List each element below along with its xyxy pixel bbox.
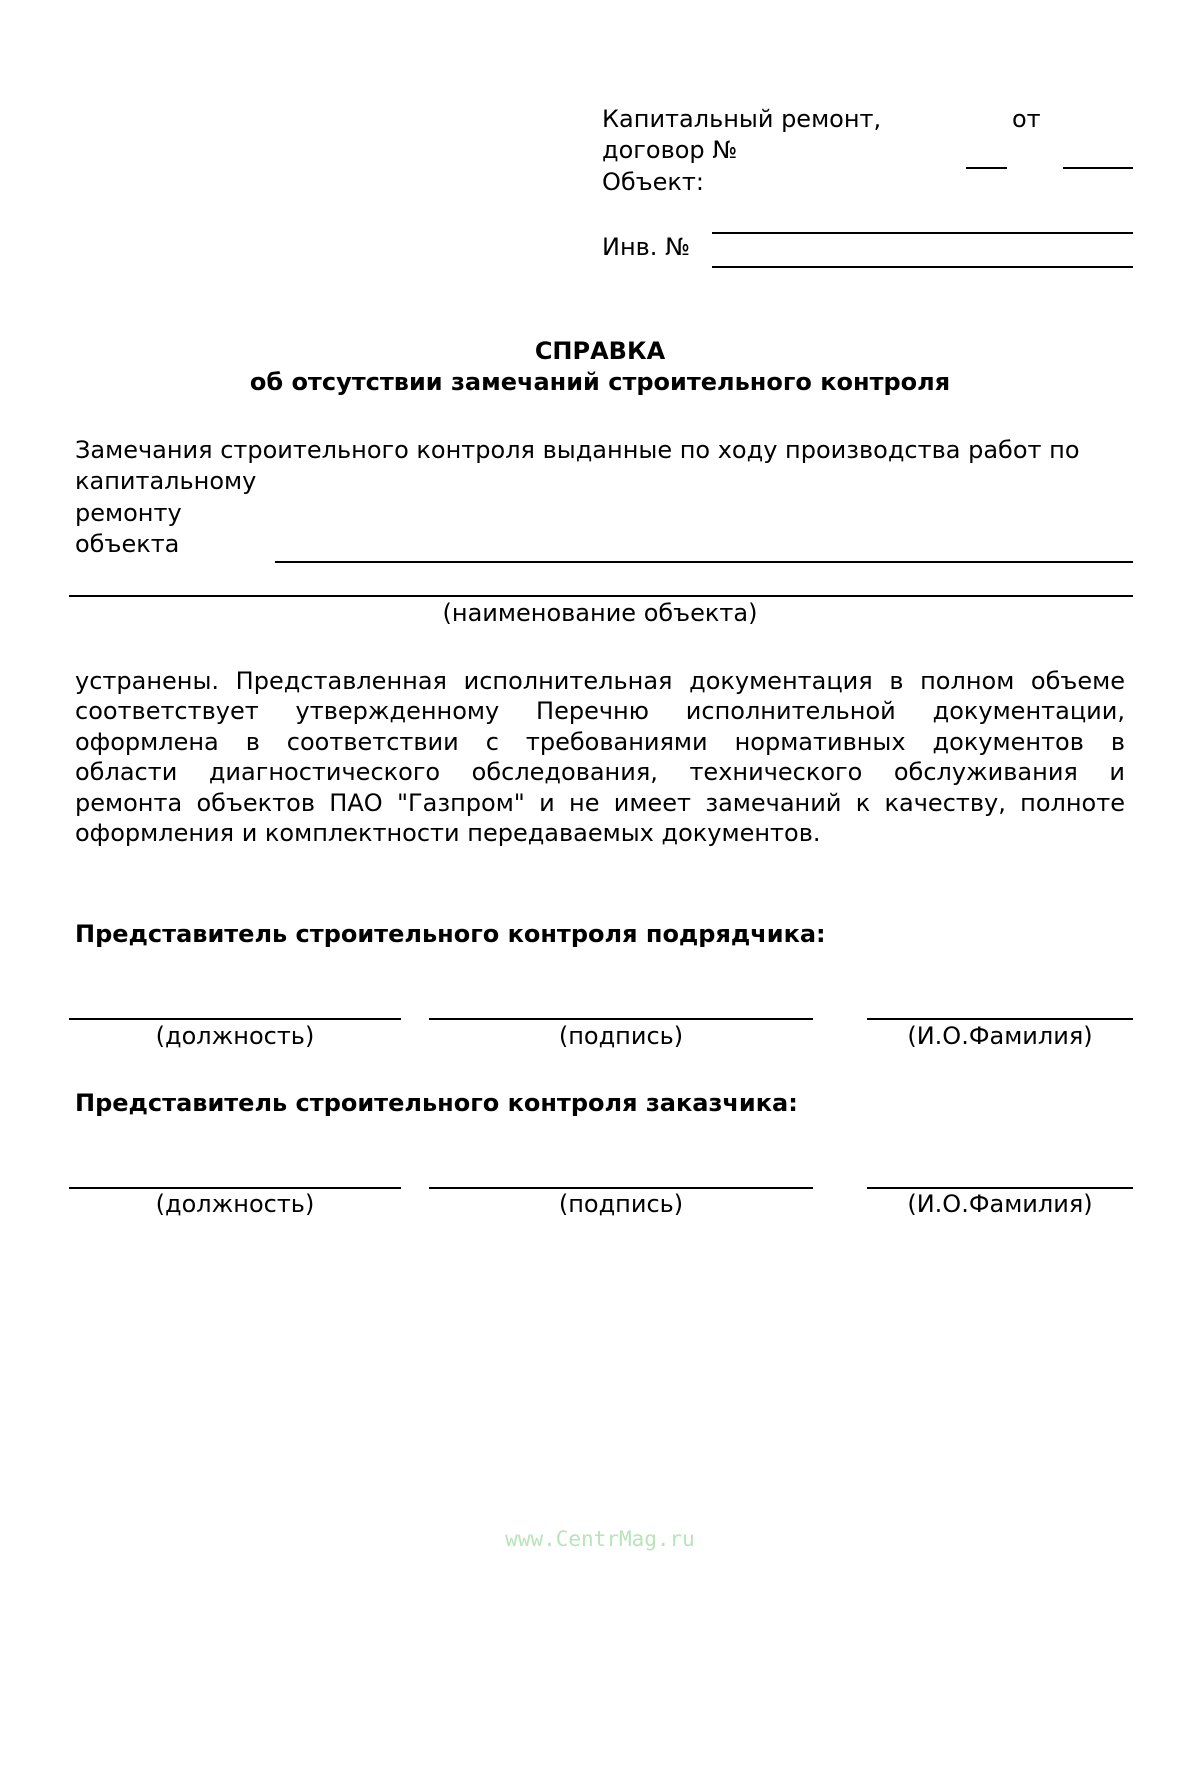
customer-signature-field[interactable] <box>429 1187 813 1189</box>
customer-name-caption: (И.О.Фамилия) <box>907 1190 1093 1218</box>
body-line: оформления и комплектности передаваемых документов. <box>75 819 821 848</box>
customer-name-field[interactable] <box>867 1187 1133 1189</box>
intro-line-1: Замечания строительного контроля выданные по ходу производства работ по <box>75 436 1080 464</box>
contractor-position-field[interactable] <box>69 1018 401 1020</box>
body-line: соответствует утвержденному Перечню исполнительной документации, <box>75 697 1125 726</box>
from-label: от <box>1012 105 1041 133</box>
document-title: СПРАВКА <box>534 337 666 365</box>
customer-heading: Представитель строительного контроля заказчика: <box>75 1089 798 1117</box>
inv-number-field[interactable] <box>712 266 1133 268</box>
contractor-heading: Представитель строительного контроля подрядчика: <box>75 920 826 948</box>
body-paragraph <box>75 666 1125 848</box>
body-line: оформлена в соответствии с требованиями нормативных документов в <box>75 727 1125 756</box>
object-name-caption: (наименование объекта) <box>442 599 758 627</box>
intro-line-3: ремонту <box>75 499 182 527</box>
contractor-position-caption: (должность) <box>155 1022 315 1050</box>
contract-date-field[interactable] <box>1063 167 1133 169</box>
object-name-line-1[interactable] <box>275 561 1133 563</box>
object-name-field[interactable] <box>712 232 1133 234</box>
document-subtitle: об отсутствии замечаний строительного контроля <box>249 368 951 396</box>
intro-line-4: объекта <box>75 530 180 558</box>
customer-signature-caption: (подпись) <box>558 1190 684 1218</box>
contractor-name-caption: (И.О.Фамилия) <box>907 1022 1093 1050</box>
object-name-line-2[interactable] <box>69 595 1133 597</box>
contract-number-field[interactable] <box>966 167 1007 169</box>
watermark: www.CentrMag.ru <box>505 1527 695 1551</box>
intro-line-2: капитальному <box>75 467 257 495</box>
contractor-signature-caption: (подпись) <box>558 1022 684 1050</box>
contract-label: договор № <box>602 136 738 164</box>
customer-position-caption: (должность) <box>155 1190 315 1218</box>
customer-position-field[interactable] <box>69 1187 401 1189</box>
body-line: области диагностического обследования, технического обслуживания и <box>75 758 1125 787</box>
body-line: ремонта объектов ПАО "Газпром" и не имеет замечаний к качеству, полноте <box>75 788 1125 817</box>
contractor-name-field[interactable] <box>867 1018 1133 1020</box>
capital-repair-label: Капитальный ремонт, <box>602 105 882 133</box>
inv-label: Инв. № <box>602 233 691 261</box>
contractor-signature-field[interactable] <box>429 1018 813 1020</box>
object-label: Объект: <box>602 168 704 196</box>
body-line: устранены. Представленная исполнительная документация в полном объеме <box>75 667 1125 695</box>
